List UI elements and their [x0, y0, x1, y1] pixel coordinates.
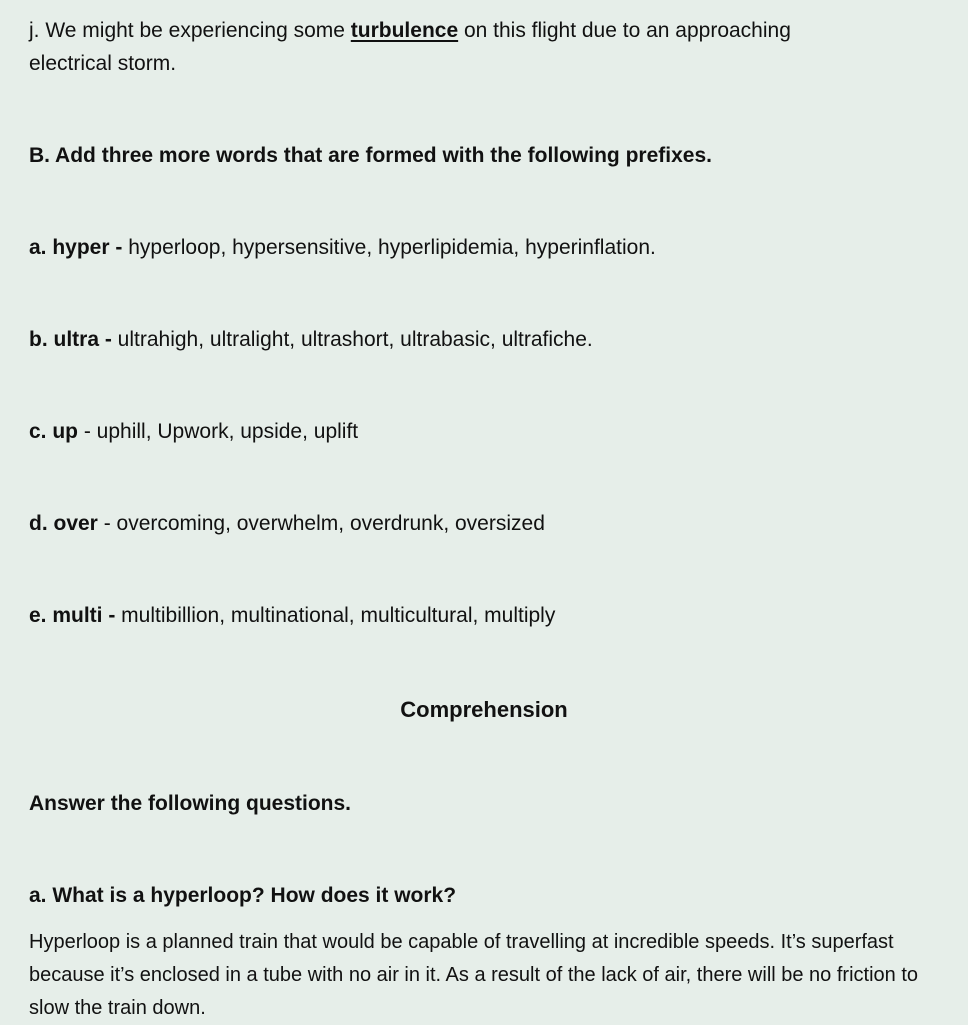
prefix-label: d. over: [29, 512, 98, 535]
comprehension-instruction: Answer the following questions.: [29, 792, 352, 815]
prefix-label: b. ultra -: [29, 328, 112, 351]
prefix-item-up: [29, 415, 358, 448]
item-j-line-1: [29, 14, 791, 47]
prefix-item-ultra: [29, 323, 593, 356]
section-b-heading: B. Add three more words that are formed with the following prefixes.: [29, 144, 712, 167]
prefix-words: - uphill, Upwork, upside, uplift: [78, 420, 359, 443]
prefix-words: multibillion, multinational, multicultural, multiply: [115, 604, 556, 627]
item-j-keyword: turbulence: [350, 19, 459, 42]
prefix-item-hyper: [29, 231, 656, 264]
prefix-label: c. up: [29, 420, 79, 443]
prefix-words: - overcoming, overwhelm, overdrunk, oversized: [97, 512, 545, 535]
prefix-item-multi: [29, 599, 555, 632]
prefix-words: hyperloop, hypersensitive, hyperlipidemia, hyperinflation.: [122, 236, 656, 259]
answer-a: Hyperloop is a planned train that would be capable of travelling at incredible speeds. It’s superfast because it’s enclosed in a tube with no air in it. As a result of the lack of air, there will be no friction to slow the train down.: [29, 931, 919, 1019]
item-j-suffix: on this flight due to an approaching: [458, 19, 791, 42]
prefix-words: ultrahigh, ultralight, ultrashort, ultrabasic, ultrafiche.: [111, 328, 593, 351]
prefix-item-over: [29, 507, 545, 540]
prefix-label: e. multi -: [29, 604, 116, 627]
question-a: a. What is a hyperloop? How does it work?: [29, 884, 457, 907]
item-j-line-2: electrical storm.: [29, 52, 177, 75]
item-j-prefix: j. We might be experiencing some: [29, 19, 351, 42]
comprehension-title: Comprehension: [400, 697, 568, 722]
prefix-label: a. hyper -: [29, 236, 123, 259]
